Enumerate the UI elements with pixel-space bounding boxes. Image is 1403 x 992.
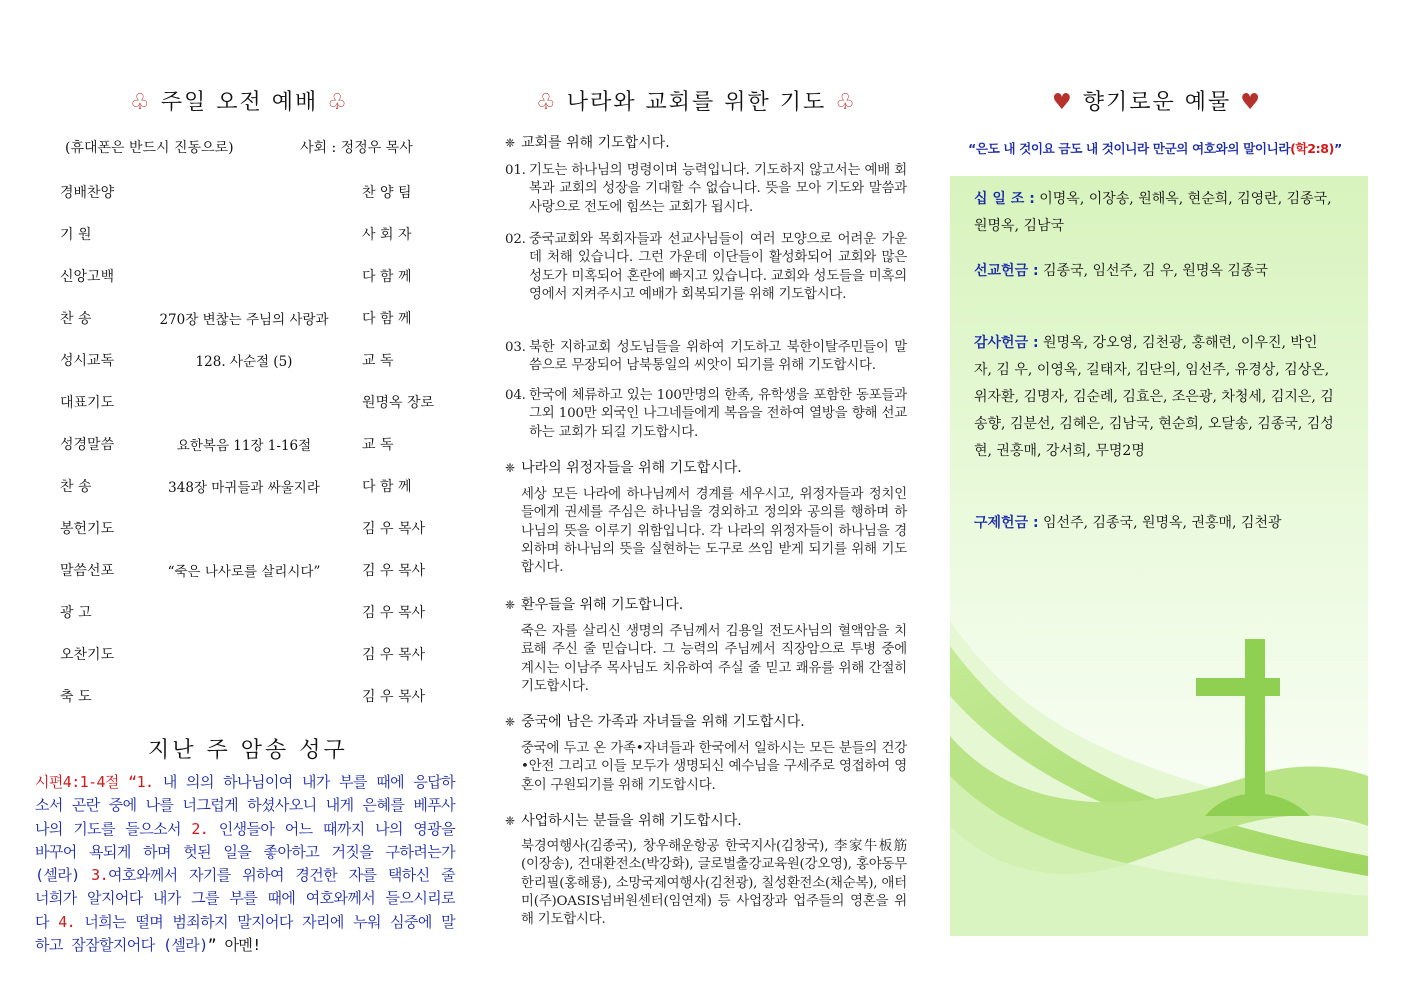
phone-notice: (휴대폰은 반드시 진동으로): [65, 140, 234, 156]
verse-fragment: 여호와께서 자기를 위하여 경건한 자를 택하신 줄 너희가 알지어다 내가 그를 부를 때에 여호와께서 들으시리로다: [35, 866, 455, 931]
order-row: [30, 476, 460, 498]
order-row: [30, 308, 460, 330]
bullet-icon: ❈: [505, 598, 516, 612]
section-heading: [505, 132, 670, 152]
club-icon: ♧: [327, 90, 349, 115]
section-text: 중국에 두고 온 가족•자녀들과 한국에서 일하시는 모든 분들의 건강•안전 그리고 이들 모두가 생명되신 예수님을 구세주로 영접하여 영혼이 구원되기를 위해 기도합시다.: [521, 741, 907, 793]
offering-verse: [968, 138, 1342, 157]
order-row: [30, 182, 460, 204]
section-heading-text: 나라의 위정자들을 위해 기도합시다.: [521, 460, 742, 476]
heart-icon: ♥: [1240, 90, 1262, 115]
order-name: 경배찬양: [60, 185, 115, 201]
order-content: 348장 마귀들과 싸울지라: [168, 480, 320, 496]
offering-label: 선교헌금 :: [974, 263, 1039, 279]
verse-number: 2.: [191, 819, 209, 838]
section-heading-text: 교회를 위해 기도합시다.: [521, 135, 670, 151]
order-row: [30, 644, 460, 666]
order-content: “죽은 나사로를 살리시다”: [167, 564, 321, 580]
section-heading: [505, 711, 805, 731]
club-icon: ♧: [536, 90, 558, 115]
verse-fragment: 내 의의 하나님이여 내가 부를 때에 응답하소서 곤란 중에 나를 너그럽게 하셨사오니 내게 은혜를 베푸사 나의 기도를 들으소서: [35, 773, 455, 838]
order-content: 128. 사순절 (5): [195, 354, 293, 370]
order-person: 다 함 께: [362, 479, 412, 495]
offering-label: 십 일 조 :: [974, 191, 1035, 207]
verse-fragment: 인생들아 어느 때까지 나의 영광을 바꾸어 욕되게 하며 헛된 일을 좋아하고 거짓을 구하려는가 (셀라): [35, 819, 455, 885]
order-name: 성경말씀: [60, 437, 115, 453]
offering-group-tithe: [974, 186, 1334, 240]
prayer-item: [505, 231, 907, 304]
order-row: [30, 686, 460, 708]
prayer-item: [505, 387, 907, 442]
order-person: 다 함 께: [362, 269, 412, 285]
offering-group-mission: [974, 258, 1334, 285]
section-heading-text: 환우들을 위해 기도합니다.: [521, 597, 684, 613]
order-person: 교 독: [362, 437, 394, 453]
verse-amen: ” 아멘!: [207, 936, 261, 955]
order-row: [30, 602, 460, 624]
memory-verse-text: [35, 771, 455, 957]
order-person: 김 우 목사: [362, 521, 425, 537]
order-row: [30, 266, 460, 288]
prayer-item: [505, 162, 907, 217]
order-row: [30, 560, 460, 582]
order-person: 다 함 께: [362, 311, 412, 327]
prayer-title: [536, 85, 857, 116]
verse-reference: 시편4:1-4절: [35, 773, 119, 791]
order-person: 사 회 자: [362, 227, 412, 243]
offering-names: 김종국, 임선주, 김 우, 원명옥 김종국: [1043, 263, 1268, 279]
prayer-item-text: 한국에 체류하고 있는 100만명의 한족, 유학생을 포함한 동포들과 그외 100만 외국인 나그네들에게 복음을 전하여 열방을 향해 선교하는 교회가 되길 기도합시다.: [529, 388, 907, 440]
bullet-icon: ❈: [505, 814, 516, 828]
offering-group-relief: [974, 510, 1334, 537]
order-name: 대표기도: [60, 395, 115, 411]
prayer-item-text: 북한 지하교회 성도님들을 위하여 기도하고 북한이탈주민들이 말씀으로 무장되어 남북통일의 씨앗이 되기를 위해 기도합시다.: [529, 340, 907, 374]
section-text: 죽은 자를 살리신 생명의 주님께서 김용일 전도사님의 혈액암을 치료해 주신 줄 믿습니다. 그 능력의 주님께서 직장암으로 투병 중에 계시는 이남주 목사님도 치유하여 주실 줄 믿고 쾌유를 위해 간절히 기도합시다.: [521, 624, 907, 694]
order-row: [30, 224, 460, 246]
verse-number: 4.: [58, 912, 76, 931]
order-name: 찬 송: [60, 311, 92, 327]
section-heading-text: 사업하시는 분들을 위해 기도합시다.: [521, 813, 742, 829]
prayer-item-number: 03.: [505, 340, 526, 355]
order-person: 교 독: [362, 353, 394, 369]
club-icon: ♧: [130, 90, 152, 115]
order-person: 김 우 목사: [362, 647, 425, 663]
section-heading-text: 중국에 남은 가족과 자녀들을 위해 기도합시다.: [521, 714, 805, 730]
prayer-item: [505, 339, 907, 376]
section-text: 북경여행사(김종국), 창우해운항공 한국지사(김창국), 李家牛板筋(이장송), 건대환전소(박강화), 글로벌출강교육원(강오영), 홍야동무한리필(홍해룡), 소망국제여행사(김천광), 칠성환전소(채순복), 애터미(주)OASIS넘버원센터(임연재) 등 사업장과 업주들의 영혼을 위해 기도합시다.: [521, 839, 907, 928]
offering-names: 이명옥, 이장송, 원해옥, 현순희, 김영란, 김종국, 원명옥, 김남국: [974, 191, 1332, 234]
bullet-icon: ❈: [505, 136, 516, 150]
order-person: 김 우 목사: [362, 689, 425, 705]
offering-title: [1052, 85, 1262, 116]
heart-icon: ♥: [1052, 90, 1074, 115]
offering-verse-text: “은도 내 것이요 금도 내 것이니라 만군의 여호와의 말이니라: [968, 141, 1291, 156]
offering-names: 원명옥, 강오영, 김천광, 홍해련, 이우진, 박인자, 김 우, 이영옥, 길태자, 김단의, 임선주, 유경상, 김상온, 위자환, 김명자, 김순례, 김효은, 조은광, 차청세, 김지은, 김송향, 김분선, 김혜은, 김남국, 현순희, 오달송, 김종국, 김성현, 권홍매, 강서희, 무명2명: [974, 335, 1334, 459]
section-heading: [505, 457, 742, 477]
worship-order-column: [30, 0, 460, 992]
order-row: [30, 434, 460, 456]
order-row: [30, 392, 460, 414]
order-person: 원명옥 장로: [362, 395, 435, 411]
order-row: [30, 350, 460, 372]
order-person: 찬 양 팀: [362, 185, 412, 201]
prayer-item-number: 04.: [505, 388, 526, 403]
order-person: 김 우 목사: [362, 605, 425, 621]
order-name: 신앙고백: [60, 269, 115, 285]
offering-column: [950, 0, 1368, 992]
order-name: 봉헌기도: [60, 521, 115, 537]
order-row: [30, 518, 460, 540]
prayer-item-number: 02.: [505, 232, 526, 247]
order-name: 오찬기도: [60, 647, 115, 663]
verse-fragment: “: [118, 773, 137, 791]
club-icon: ♧: [835, 90, 857, 115]
order-name: 기 원: [60, 227, 92, 243]
green-cross-background: [950, 176, 1368, 936]
order-content: 270장 변찮는 주님의 사랑과: [159, 312, 329, 328]
verse-number: 1.: [136, 773, 154, 791]
prayer-item-text: 기도는 하나님의 명령이며 능력입니다. 기도하지 않고서는 예배 회복과 교회의 성장을 기대할 수 없습니다. 뜻을 모아 기도와 말씀과 사랑으로 전도에 힘쓰는 교회가 됩시다.: [529, 163, 907, 215]
order-name: 찬 송: [60, 479, 92, 495]
offering-label: 구제헌금 :: [974, 515, 1039, 531]
offering-verse-ref: (학2:8): [1290, 141, 1334, 156]
offering-names: 임선주, 김종국, 원명옥, 권홍매, 김천광: [1043, 515, 1282, 531]
order-name: 말씀선포: [60, 563, 115, 579]
offering-label: 감사헌금 :: [974, 335, 1039, 351]
order-name: 성시교독: [60, 353, 115, 369]
host-line: 사회 : 정정우 목사: [300, 140, 413, 156]
section-heading: [505, 810, 742, 830]
offering-verse-end: ”: [1333, 141, 1342, 156]
section-text: 세상 모든 나라에 하나님께서 경계를 세우시고, 위정자들과 정치인들에게 권세를 주심은 하나님을 경외하고 정의와 공의를 행하며 하나님의 뜻을 이루기 위함입니다. 각 나라의 위정자들이 하나님을 경외하며 하나님의 뜻을 실현하는 도구로 쓰임 받게 되기를 위해 기도합시다.: [521, 487, 907, 576]
bullet-icon: ❈: [505, 461, 516, 475]
prayer-column: [503, 0, 913, 992]
prayer-item-text: 중국교회와 목회자들과 선교사님들이 여러 모양으로 어려운 가운데 처해 있습니다. 그런 가운데 이단들이 활성화되어 교회와 많은 성도가 미혹되어 혼란에 빠지고 있습니다. 교회와 성도들을 미혹의 영에서 지켜주시고 예배가 회복되기를 위해 기도합시다.: [529, 232, 907, 302]
prayer-title-text: 나라와 교회를 위한 기도: [566, 90, 827, 115]
offering-group-thanks: [974, 330, 1334, 465]
offering-title-text: 향기로운 예물: [1082, 90, 1232, 115]
order-name: 축 도: [60, 689, 92, 705]
verse-number: 3.: [91, 866, 109, 885]
worship-title: [130, 85, 349, 116]
order-name: 광 고: [60, 605, 92, 621]
prayer-item-number: 01.: [505, 163, 526, 178]
memory-verse-title: 지난 주 암송 성구: [148, 738, 348, 763]
section-heading: [505, 594, 683, 614]
verse-fragment: 너희는 떨며 범죄하지 말지어다 자리에 누워 심중에 말하고 잠잠할지어다 (셀라): [35, 912, 455, 955]
order-content: 요한복음 11장 1-16절: [176, 438, 312, 454]
bullet-icon: ❈: [505, 715, 516, 729]
worship-title-text: 주일 오전 예배: [160, 90, 319, 115]
order-person: 김 우 목사: [362, 563, 425, 579]
cross-icon: [1245, 639, 1265, 814]
